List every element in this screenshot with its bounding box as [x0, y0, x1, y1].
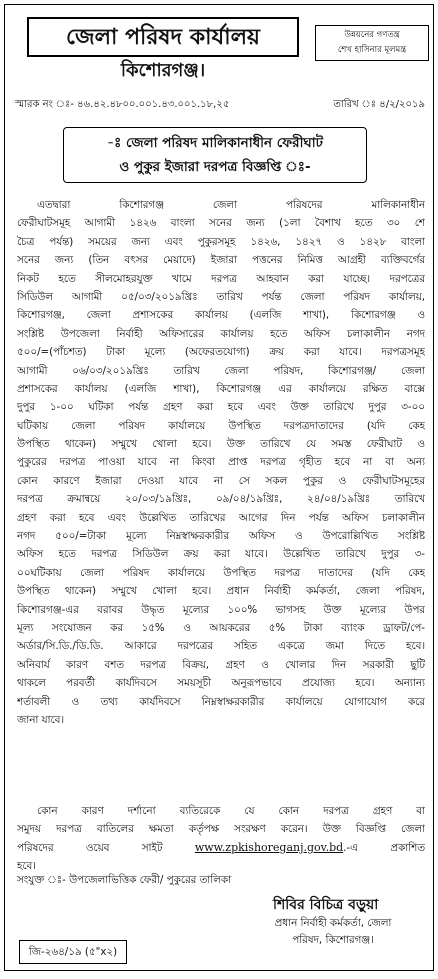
body-line: কোন কারণে ইজারা দেওয়া যাবে না সে সকল পুকুর ও ফেরীঘাটসমূহের: [17, 474, 425, 487]
website-prefix: পরিষদের ওয়েব সাইট: [17, 841, 195, 854]
body-line: থাকলে পরবর্তী কার্যদিবসে সময়সূচী অনুরূপভাবে প্রযোজ্য হবে। অন্যান্য: [17, 677, 425, 690]
body-line: সংশ্লিষ্ট উপজেলা নির্বাহী অফিসারের কার্যালয় হতে অফিস চলাকালীন নগদ: [17, 327, 425, 340]
website-suffix: .-এ প্রকাশিত: [343, 841, 425, 854]
body-line: এতদ্বারা কিশোরগঞ্জ জেলা পরিষদের মালিকানাধীন: [37, 199, 425, 211]
body-line: কিশোরগঞ্জ, জেলা প্রশাসকের কার্যালয় (এলজি শাখা), কিশোরগঞ্জ ও: [17, 309, 425, 322]
slogan-line: উন্নয়নের গণতন্ত্র: [344, 30, 400, 40]
office-title: জেলা পরিষদ কার্যালয়: [27, 17, 299, 57]
body-line: অর্ডার/সি.ডি./ডি.ডি. আকারে দরপত্রের সহিত একত্রে জমা দিতে হবে।: [17, 640, 425, 653]
slogan-box: [315, 25, 429, 61]
notice-heading: [63, 127, 367, 183]
body-line: অনিবার্য কারণ বশত দরপত্র বিক্রয়, গ্রহণ ও খোলার দিন সরকারী ছুটি: [17, 658, 425, 671]
body-line: নিকট হতে সীলমোহরযুক্ত খামে দরপত্র আহবান করা যাচ্ছে। দরপত্রের: [17, 272, 425, 285]
paragraph-line: কোন কারণ দর্শানো ব্যতিরেকে যে কোন দরপত্র গ্রহণ বা: [37, 805, 425, 817]
signatory-title-line: পরিষদ, কিশোরগঞ্জ।: [292, 934, 374, 946]
body-line: উপস্থিত থাকেন) সম্মুখে খোলা হবে। উক্ত তারিখে যে সমস্ত ফেরীঘাট ও: [17, 438, 425, 451]
body-line: ঘটিকায় জেলা পরিষদ কার্যালয়ে উপস্থিত দরপত্রদাতাদের (যদি কেহ: [17, 419, 425, 432]
paragraph-line: [17, 839, 425, 857]
body-line: পুকুরের দরপত্র পাওয়া যাবে না কিংবা প্রাপ্ত দরপত্র গৃহীত হবে না বা অন্য: [17, 456, 425, 469]
heading-line: ও পুকুর ইজারা দরপত্র বিজ্ঞপ্তি ঃ-: [119, 159, 311, 175]
body-line: শর্তাবলী ও তথ্য কার্যদিবসে নিম্নস্বাক্ষরকারীর কার্যালয়ে যোগাযোগ করে: [17, 695, 425, 708]
reference-box: জি-২৬৪/১৯ (৫"x২): [19, 940, 127, 964]
body-line: দুপুর ১-০০ ঘটিকা পর্যন্ত গ্রহণ করা হবে এবং উক্ত তারিখে দুপুর ৩-০০: [17, 401, 425, 414]
body-line: অফিস হতে দরপত্র সিডিউল ক্রয় করা যাবে। উল্লেখিত তারিখে দুপুর ৩-: [17, 548, 425, 561]
body-line: প্রশাসকের কার্যালয় (এলজি শাখা), কিশোরগঞ্জ এর কার্যালয়ে রক্ষিত বাক্সে: [17, 382, 425, 395]
slogan-line: শেখ হাসিনার মূলমন্ত্র: [337, 45, 407, 55]
heading-line: -ঃ জেলা পরিষদ মালিকানাধীন ফেরীঘাট: [106, 135, 324, 151]
body-line: মূল্য সংযোজন কর ১৫% ও আয়করের ৫% টাকা ব্যাংক ড্রাফট/পে-: [17, 621, 425, 634]
tender-notice: [4, 4, 434, 971]
body-line: সিডিউল আগামী ০৫/০৩/২০১৯খ্রিঃ তারিখ পর্যন্ত জেলা পরিষদ কার্যালয়,: [17, 290, 425, 303]
paragraph-line: সমুদয় দরপত্র বাতিলের ক্ষমতা কর্তৃপক্ষ সংরক্ষণ করেন। উক্ত বিজ্ঞপ্তি জেলা: [17, 823, 425, 836]
district-name: কিশোরগঞ্জ।: [120, 60, 206, 81]
signatory-title-line: প্রধান নির্বাহী কর্মকর্তা, জেলা: [274, 917, 392, 929]
signatory-name: শিবির বিচিত্র বড়ুয়া: [273, 897, 379, 913]
body-line: ৫০০/=(পাঁচশত) টাকা মূল্যে (অফেরতযোগ্য) ক্রয় করা যাবে। দরপত্রসমূহ: [17, 346, 425, 359]
body-line: গ্রহণ করা হবে এবং উল্লেখিত তারিখের আগের দিন পর্যন্ত অফিস চলাকালীন: [17, 511, 425, 524]
body-line: উপস্থিত থাকেন) সম্মুখে খোলা হবে। প্রধান নির্বাহী কর্মকর্তা, জেলা পরিষদ,: [17, 585, 425, 598]
body-line: জানা যাবে।: [17, 713, 65, 726]
body-line: দরপত্র ক্রমান্বয়ে ২০/০৩/১৯খ্রিঃ, ০৯/০৪/১৯খ্রিঃ, ২৪/০৪/১৯খ্রিঃ তারিখে: [17, 493, 425, 506]
body-line: ০০ঘটিকায় জেলা পরিষদ কার্যালয়ে উপস্থিত দরপত্র দাতাদের (যদি কেহ: [17, 566, 425, 579]
memo-number: স্মারক নং ঃ- ৪৬.৪২.৪৮০০.০০১.৪৩.০০১.১৮,২৫: [15, 99, 230, 110]
body-line: সনের জন্য (তিন বৎসর মেয়াদে) ইজারা পত্তনের নিমিত্ত আগ্রহী ব্যক্তিবর্গের: [17, 254, 425, 267]
notice-body: [17, 196, 425, 729]
body-line: কিশোরগঞ্জ-এর বরাবর উদ্ধৃত মূল্যের ১০০% ভাগসহ উক্ত মূল্যের উপর: [17, 603, 425, 616]
body-line: আগামী ০৬/০৩/২০১৯খ্রিঃ তারিখ জেলা পরিষদ, কিশোরগঞ্জ/ জেলা: [17, 364, 425, 377]
memo-line: [15, 97, 425, 114]
body-line: নগদ ৫০০/=টাকা মূল্যে নিম্নস্বাক্ষরকারীর অফিস ও উপরোল্লিখিত সংশ্লিষ্ট: [17, 530, 425, 543]
paragraph-line: হবে।: [17, 860, 36, 873]
memo-date: তারিখ ঃ ৪/২/২০১৯: [333, 99, 425, 110]
notice-paragraph-2: [17, 802, 425, 876]
website-link[interactable]: www.zpkishoreganj.gov.bd: [194, 840, 344, 854]
signatory-title: [237, 915, 429, 949]
body-line: ফেরীঘাটসমূহ আগামী ১৪২৬ বাংলা সনের জন্য (১লা বৈশাখ হতে ৩০ শে: [17, 217, 425, 230]
body-line: চৈত্র পর্যন্ত) সময়ের জন্য এবং পুকুরসমূহ ১৪২৬, ১৪২৭ ও ১৪২৮ বাংলা: [17, 235, 425, 248]
attachment-note: সংযুক্ত ঃ- উপজেলাভিত্তিক ফেরী/ পুকুরের তালিকা: [17, 874, 232, 886]
